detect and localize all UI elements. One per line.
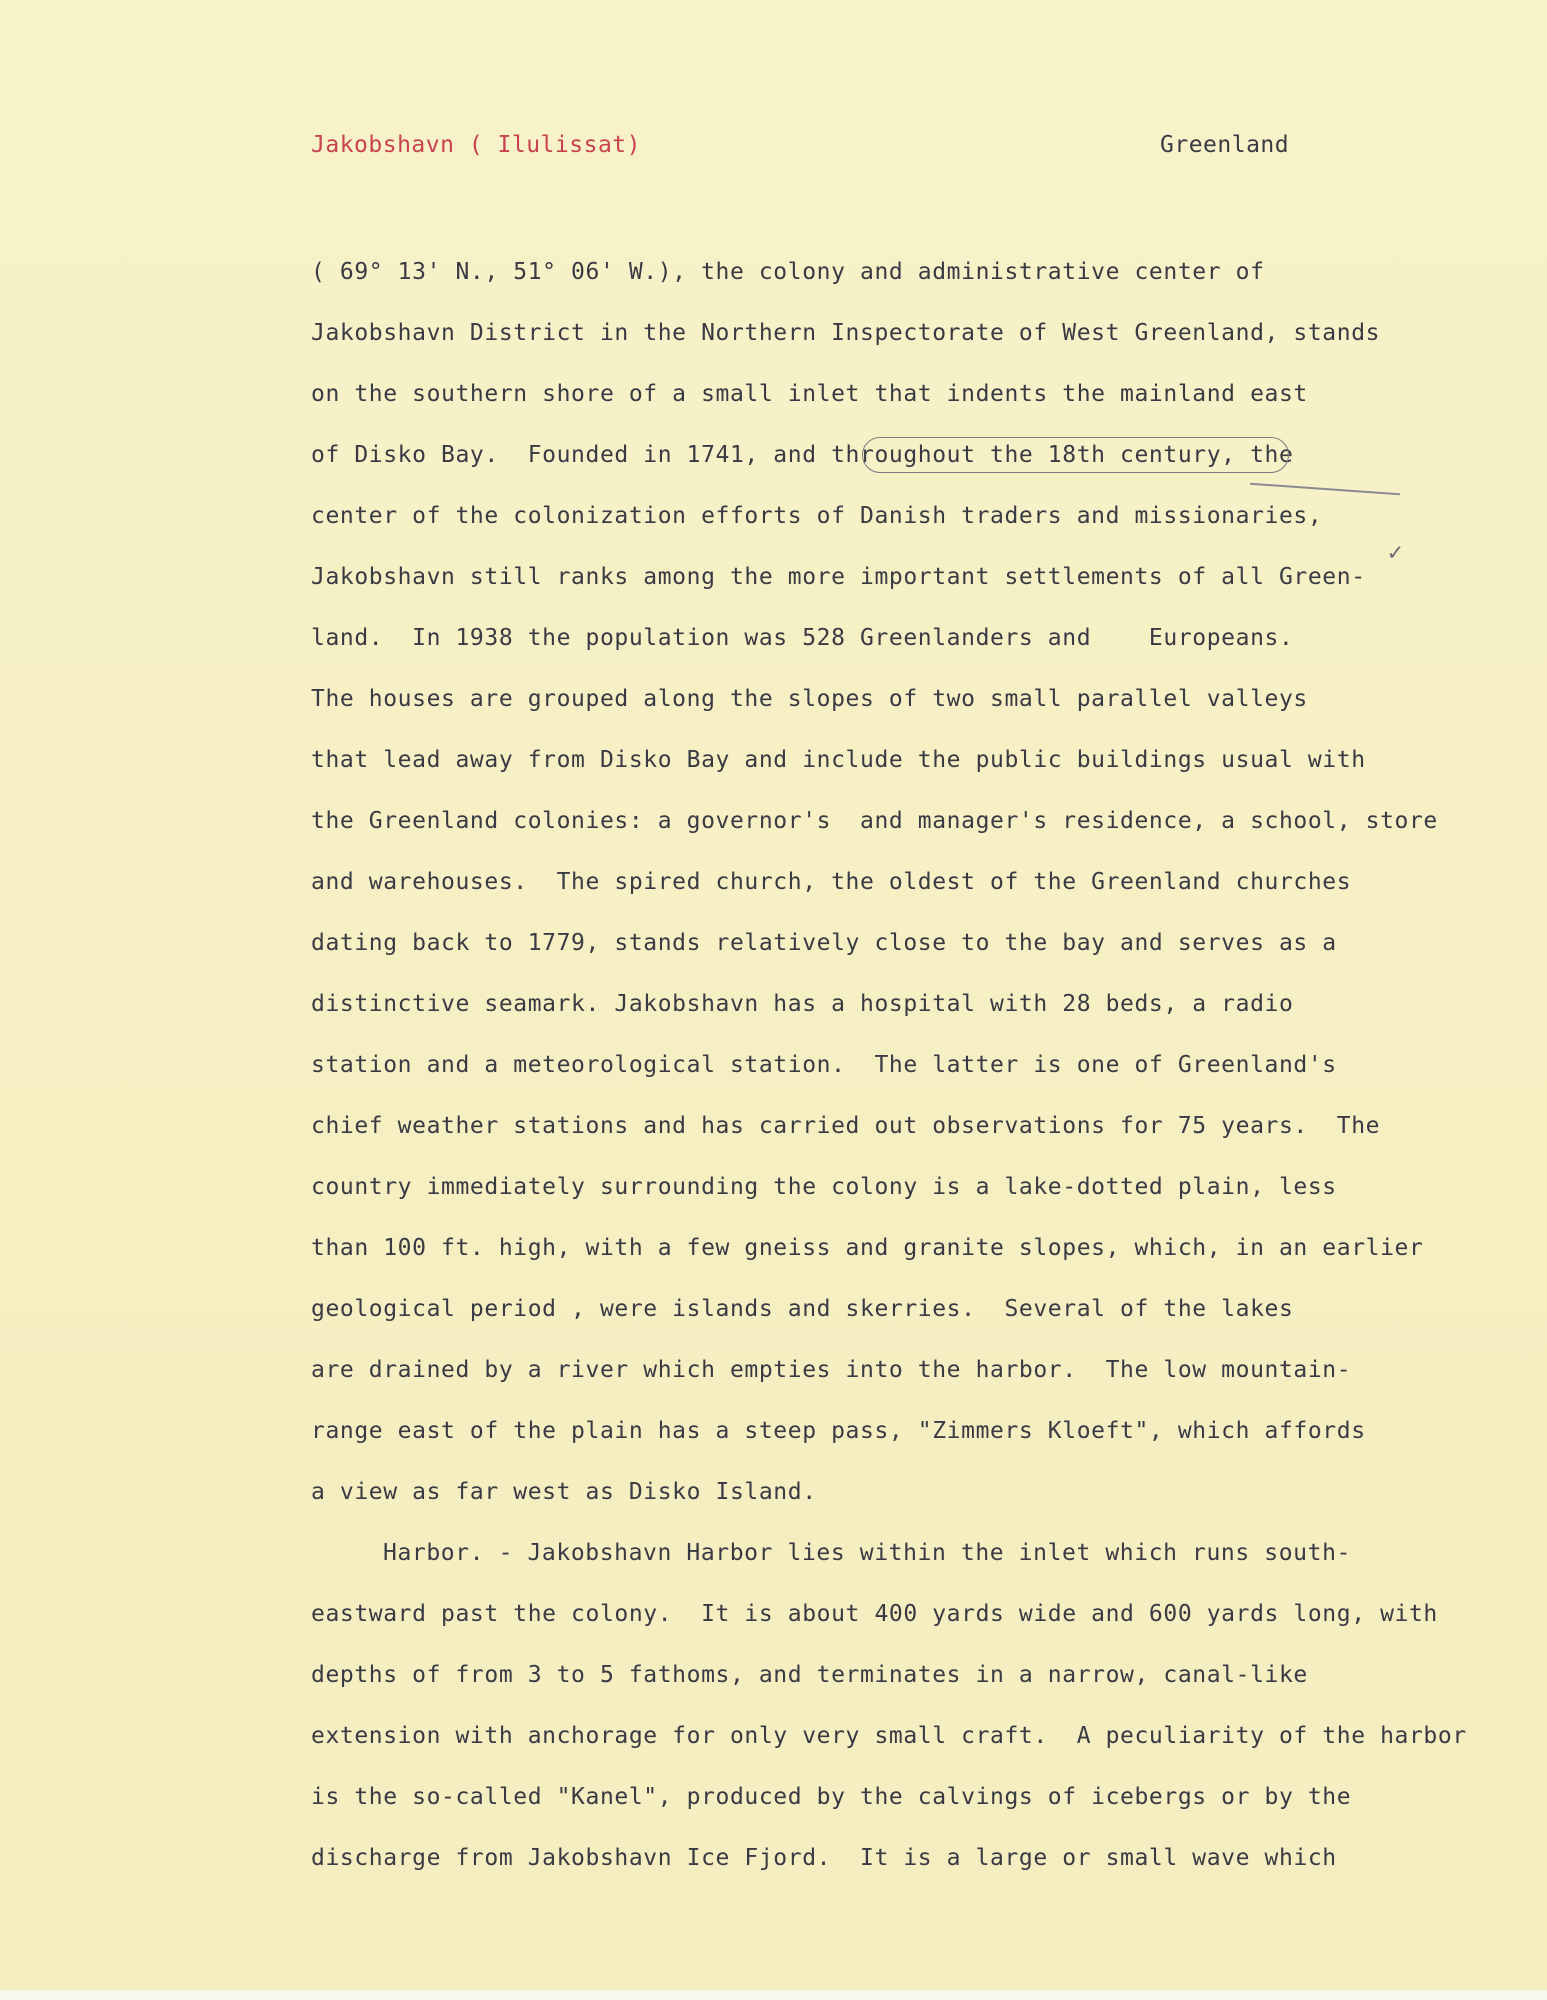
text-line: distinctive seamark. Jakobshavn has a hospital with 28 beds, a radio	[311, 991, 1294, 1017]
text-line: and warehouses. The spired church, the oldest of the Greenland churches	[311, 869, 1352, 895]
text-line: dating back to 1779, stands relatively close to the bay and serves as a	[311, 930, 1337, 956]
text-line: discharge from Jakobshavn Ice Fjord. It is a large or small wave which	[311, 1845, 1337, 1871]
text-line: extension with anchorage for only very small craft. A peculiarity of the harbor	[311, 1723, 1467, 1749]
document-region: Greenland	[1160, 132, 1290, 158]
text-line: are drained by a river which empties into the harbor. The low mountain-	[311, 1357, 1352, 1383]
text-line: chief weather stations and has carried out observations for 75 years. The	[311, 1113, 1381, 1139]
text-line: land. In 1938 the population was 528 Greenlanders and Europeans.	[311, 625, 1294, 651]
handwritten-circle-annotation	[862, 437, 1289, 473]
text-line: station and a meteorological station. The latter is one of Greenland's	[311, 1052, 1337, 1078]
text-line: that lead away from Disko Bay and include the public buildings usual with	[311, 747, 1366, 773]
text-line: on the southern shore of a small inlet that indents the mainland east	[311, 381, 1308, 407]
text-line: geological period , were islands and skerries. Several of the lakes	[311, 1296, 1294, 1322]
text-line: Harbor. - Jakobshavn Harbor lies within the inlet which runs south-	[383, 1540, 1351, 1566]
text-line: the Greenland colonies: a governor's and manager's residence, a school, store	[311, 808, 1438, 834]
text-line: Jakobshavn still ranks among the more important settlements of all Green-	[311, 564, 1366, 590]
text-line: The houses are grouped along the slopes of two small parallel valleys	[311, 686, 1308, 712]
text-line: is the so-called "Kanel", produced by the calvings of icebergs or by the	[311, 1784, 1352, 1810]
page-bottom-edge	[0, 1990, 1547, 2000]
text-line: a view as far west as Disko Island.	[311, 1479, 817, 1505]
text-line: country immediately surrounding the colony is a lake-dotted plain, less	[311, 1174, 1337, 1200]
body-text	[311, 255, 1541, 1902]
check-mark-icon: ✓	[1388, 538, 1403, 566]
document-title: Jakobshavn ( Ilulissat)	[311, 132, 641, 158]
text-line: eastward past the colony. It is about 400 yards wide and 600 yards long, with	[311, 1601, 1438, 1627]
text-line: ( 69° 13' N., 51° 06' W.), the colony and administrative center of	[311, 259, 1265, 285]
text-line: range east of the plain has a steep pass, "Zimmers Kloeft", which affords	[311, 1418, 1366, 1444]
text-line: Jakobshavn District in the Northern Inspectorate of West Greenland, stands	[311, 320, 1381, 346]
text-line: center of the colonization efforts of Danish traders and missionaries,	[311, 503, 1323, 529]
text-line: than 100 ft. high, with a few gneiss and granite slopes, which, in an earlier	[311, 1235, 1424, 1261]
text-line: depths of from 3 to 5 fathoms, and terminates in a narrow, canal-like	[311, 1662, 1308, 1688]
text-line: of Disko Bay. Founded in 1741, and throughout the 18th century, the	[311, 442, 1294, 468]
